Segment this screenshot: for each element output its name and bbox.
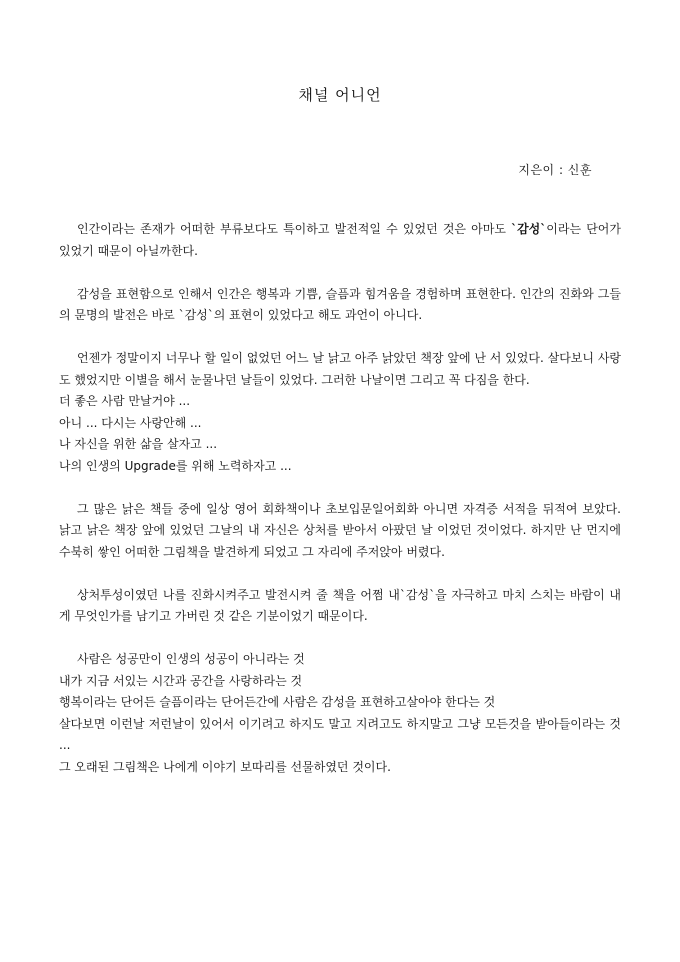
paragraph-5: 상처투성이였던 나를 진화시켜주고 발전시켜 줄 책을 어쩜 내`감성`을 자극하고 마치 스치는 바람이 내게 무엇인가를 남기고 가버린 것 같은 기분이었기 때문이다.	[59, 587, 621, 623]
paragraph-3-line-2: 아니 ... 다시는 사랑안해 ...	[59, 415, 202, 430]
document-body	[59, 219, 621, 800]
paragraph-3-line-1: 더 좋은 사람 만날거야 ...	[59, 394, 191, 408]
paragraph-4: 그 많은 낡은 책들 중에 일상 영어 회화책이나 초보입문일어회화 아니면 자격증 서적을 뒤적여 보았다. 낡고 낡은 책장 앞에 있었던 그날의 내 자신은 상처를 받아서 아팠던 날 이었던 것이었다. 하지만 난 먼지에 수북히 쌓인 어떠한 그림책을 발견하게 되었고 그 자리에 주저앉아 버렸다.	[59, 501, 621, 559]
author-line: 지은이 : 신훈	[518, 163, 592, 177]
paragraph-1	[59, 219, 621, 262]
emphasis-gamseong: `감성`	[511, 222, 547, 236]
paragraph-6-line-5: 그 오래된 그림책은 나에게 이야기 보따리를 선물하였던 것이다.	[59, 759, 391, 774]
paragraph-3-line-3: 나 자신을 위한 삶을 살자고 ...	[59, 437, 218, 451]
paragraph-6-line-4: 살다보면 이런날 저런날이 있어서 이기려고 하지도 말고 지려고도 하지말고 그냥 모든것을 받아들이라는 것 ...	[59, 716, 621, 752]
paragraph-2: 감성을 표현함으로 인해서 인간은 행복과 기쁨, 슬픔과 힘겨움을 경험하며 표현한다. 인간의 진화와 그들의 문명의 발전은 바로 `감성`의 표현이 있었다고 해도 과언이 아니다.	[59, 286, 621, 322]
paragraph-3	[59, 348, 621, 477]
document-title: 채널 어니언	[298, 86, 382, 104]
paragraph-6-line-3: 행복이라는 단어든 슬픔이라는 단어든간에 사람은 감성을 표현하고살아야 한다는 것	[59, 695, 496, 709]
paragraph-1-text-before: 인간이라는 존재가 어떠한 부류보다도 특이하고 발전적일 수 있었던 것은 아마도	[77, 222, 512, 236]
paragraph-3-line-4: 나의 인생의 Upgrade를 위해 노력하자고 ...	[59, 458, 292, 473]
paragraph-1-text-after: 이라는 단어가 있었기 때문이 아닐까한다.	[59, 222, 621, 258]
paragraph-3-lead: 언젠가 정말이지 너무나 할 일이 없었던 어느 날 낡고 아주 낡았던 책장 앞에 난 서 있었다. 살다보니 사랑도 했었지만 이별을 해서 눈물나던 날들이 있었다. 그러한 나날이면 그리고 꼭 다짐을 한다.	[59, 351, 621, 387]
paragraph-6	[59, 649, 621, 778]
paragraph-6-line-2: 내가 지금 서있는 시간과 공간을 사랑하라는 것	[59, 673, 303, 688]
paragraph-6-line-1: 사람은 성공만이 인생의 성공이 아니라는 것	[77, 652, 305, 666]
